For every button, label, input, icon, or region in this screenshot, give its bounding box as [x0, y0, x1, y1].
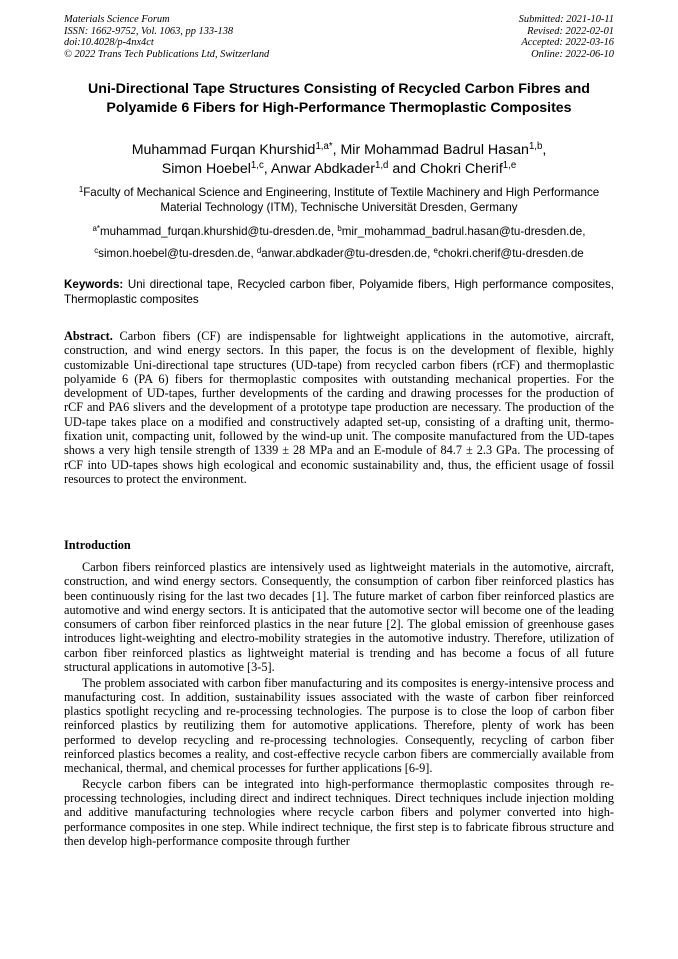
paragraph: The problem associated with carbon fiber manufacturing and its composites is energy-intensive process and manufacturing cost. In addition, sustainability issues associated with the waste of carbon fiber reinforced plastics spotlight recycling and re-processing technologies. The purpose is to close the loop of carbon fiber reinforced plastics by reutilizing them for automotive applications. Therefore, plenty of work has been performed to develop recycling and re-processing technologies. Consequently, recycling of carbon fiber reinforced plastics becomes a reality, and cost-effective recycle carbon fibers are commercially available from mechanical, thermal, and chemical processes for further applications [6-9].: [64, 675, 614, 776]
author-name: Muhammad Furqan Khurshid: [131, 142, 316, 158]
introduction-body: [64, 560, 614, 850]
author-separator: ,: [542, 142, 547, 158]
abstract-label: Abstract.: [64, 329, 113, 343]
email-superscript: e: [433, 246, 438, 256]
affiliation: [64, 185, 614, 215]
revised-date: Revised: 2022-02-01: [527, 25, 614, 37]
email-address: muhammad_furqan.khurshid@tu-dresden.de,: [99, 225, 338, 238]
keywords-label: Keywords:: [64, 278, 124, 291]
email-address: anwar.abdkader@tu-dresden.de,: [261, 247, 434, 260]
online-date: Online: 2022-06-10: [531, 48, 614, 60]
author-list: [64, 141, 614, 179]
keywords-section: [64, 278, 614, 307]
author-superscript: 1,b: [528, 141, 543, 153]
submitted-date: Submitted: 2021-10-11: [518, 14, 614, 25]
author-separator: and: [388, 160, 420, 177]
affiliation-superscript: 1: [78, 185, 84, 195]
email-superscript: a*: [92, 224, 100, 234]
email-superscript: c: [94, 246, 99, 256]
author-separator: ,: [263, 160, 271, 177]
author-superscript: 1,d: [375, 159, 389, 171]
email-address: mir_mohammad_badrul.hasan@tu-dresden.de,: [341, 225, 586, 238]
author-separator: ,: [332, 142, 341, 158]
email-superscript: d: [256, 246, 262, 256]
copyright-line: © 2022 Trans Tech Publications Ltd, Switzerland: [64, 48, 270, 60]
author-superscript: 1,c: [250, 159, 264, 171]
email-superscript: b: [337, 224, 342, 234]
paragraph: Carbon fibers reinforced plastics are intensively used as lightweight materials in the automotive, aircraft, construction, and wind energy sectors. Consequently, the consumption of carbon fiber reinforced plastics has been continuously rising for the last two decades [1]. The future market of carbon fiber reinforced plastics are automotive and wind energy sectors. It is anticipated that the automotive sector will become one of the leading consumers of carbon fiber reinforced plastics in the near future [2]. The global emission of greenhouse gases introduces light-weighting and electro-mobility strategies in the automotive industry. Therefore, utilization of carbon fiber reinforced plastics as lightweight material is trending and has become a focus of all future structural applications in automotive [3-5].: [64, 560, 614, 675]
issn-line: ISSN: 1662-9752, Vol. 1063, pp 133-138: [64, 25, 234, 37]
abstract-text: Carbon fibers (CF) are indispensable for lightweight applications in the automotive, aircraft, construction, and wind energy sectors. In this paper, the focus is on the development of flexible, highly customizable Uni-directional tape structures (UD-tape) from recycled carbon fibers (rCF) and thermoplastic polyamide 6 (PA 6) fibers for thermoplastic composites with outstanding mechanical properties. For the development of UD-tapes, further developments of the carding and drawing processes for the production of rCF and PA6 slivers and the development of a prototype tape production are necessary. The production of the UD-tape takes place on a modified and constructively adapted set-up, consisting of a drafting unit, thermo-fixation unit, compacting unit, followed by the wind-up unit. The composite manufactured from the UD-tapes shows a very high tensile strength of 1339 ± 28 MPa and an E-module of 84.7 ± 2.3 GPa. The processing of rCF into UD-tapes shows high ecological and economic sustainability and, thus, the efficient usage of fossil resources to protect the environment.: [64, 329, 614, 486]
paragraph: Recycle carbon fibers can be integrated into high-performance thermoplastic composites through re-processing technologies, including direct and indirect techniques. Direct techniques include injection molding and additive manufacturing technologies where recycle carbon fibers and polymer converted into high-performance composites in one step. While indirect technique, the first step is to fabricate fibrous structure and then develop high-performance composite through further: [64, 776, 614, 849]
author-superscript: 1,e: [502, 159, 517, 171]
author-name: Simon Hoebel: [161, 160, 251, 177]
submission-dates: [519, 14, 614, 60]
affiliation-text: Faculty of Mechanical Science and Engineering, Institute of Textile Machinery and High Performance Material Technology (ITM), Technische Universität Dresden, Germany: [83, 186, 600, 215]
author-superscript: 1,a*: [315, 141, 333, 153]
paper-title: Uni-Directional Tape Structures Consisting of Recycled Carbon Fibres and Polyamide 6 Fibers for High-Performance Thermoplastic Composites: [88, 81, 590, 116]
email-address: chokri.cherif@tu-dresden.de: [437, 247, 584, 260]
journal-name: Materials Science Forum: [64, 14, 170, 25]
author-name: Chokri Cherif: [419, 160, 503, 177]
doi-line: doi:10.4028/p-4nx4ct: [64, 37, 154, 49]
author-name: Mir Mohammad Badrul Hasan: [340, 142, 529, 158]
accepted-date: Accepted: 2022-03-16: [521, 37, 614, 49]
introduction-heading: Introduction: [64, 538, 131, 552]
author-name: Anwar Abdkader: [270, 160, 376, 177]
journal-info: [64, 14, 269, 60]
abstract-section: [64, 329, 614, 486]
email-list: [64, 221, 614, 265]
keywords-text: Uni directional tape, Recycled carbon fiber, Polyamide fibers, High performance composites, Thermoplastic composites: [64, 278, 614, 306]
email-address: simon.hoebel@tu-dresden.de,: [98, 247, 257, 260]
